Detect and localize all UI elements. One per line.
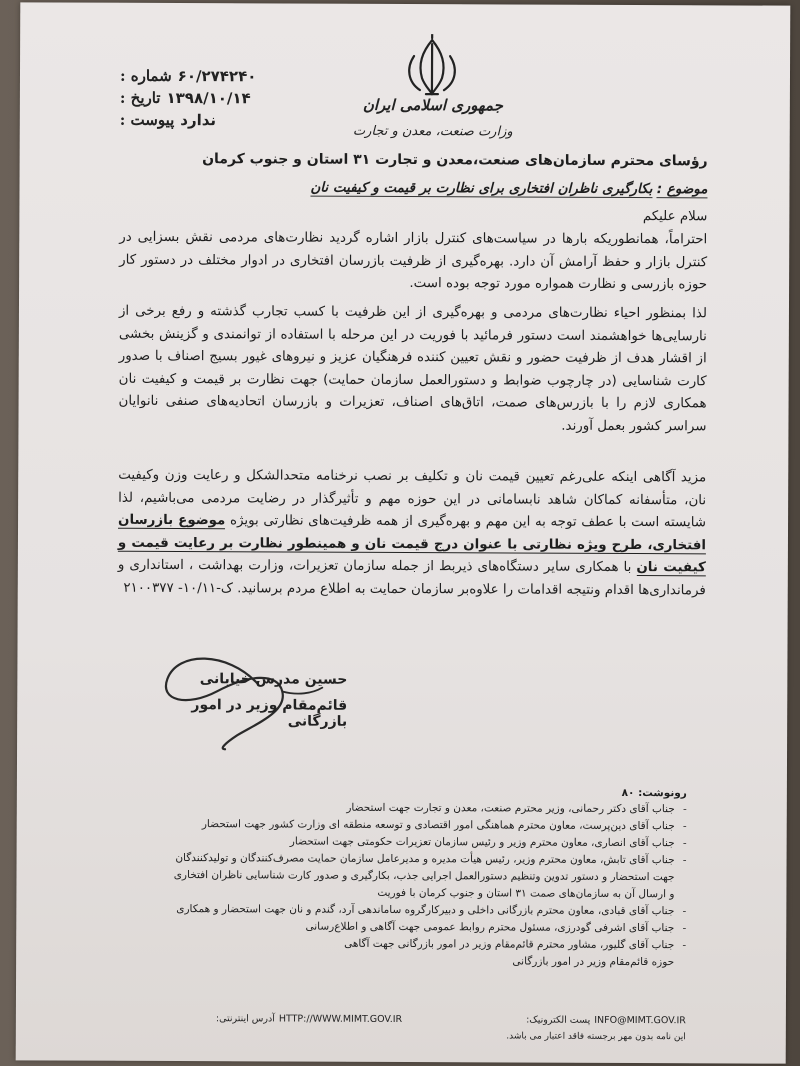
cc-item: - جناب آقای قبادی، معاون محترم بازرگانی داخلی و دبیرکارگروه ساماندهی آرد، گندم و نان جهت استحضار و همکاری (166, 901, 686, 920)
cc-item: حوزه قائم‌مقام وزیر در امور بازرگانی (512, 955, 675, 969)
cc-title: رونوشت: ۸۰ (621, 786, 687, 800)
paragraph-1: احتراماً، همانطوریکه بارها در سیاست‌های کنترل بازار اشاره گردید نظارت‌های مردمی نقش بسزایی در کنترل بازار و حفظ آرامش آن دارد. بهره‌گیری از ظرفیت بازرسان افتخاری در ادوار مختلف در دستور کار حوزه بازرسی و نظارت همواره مورد توجه بوده است. (119, 229, 708, 293)
email-label: پست الکترونیک: (526, 1014, 591, 1026)
number-label: شماره : (119, 66, 172, 85)
subject-text: بکارگیری ناظران افتخاری برای نظارت بر قیمت و کیفیت نان (310, 179, 653, 198)
letterhead (338, 96, 528, 140)
paragraph-3-end: با همکاری سایر دستگاه‌های ذیربط از جمله سازمان تعزیرات، وزارت بهداشت ، استانداری و فرمانداری‌ها اقدام ونتیجه اقدامات را علاوه‌بر سازمان حمایت به اطلاع مردم برسانید. (117, 558, 706, 599)
greeting: سلام علیکم (642, 209, 708, 225)
date-label: تاریخ : (119, 88, 161, 107)
cc-item: - جناب آقای دین‌پرست، معاون محترم هماهنگی امور اقتصادی و توسعه منطقه ای وزارت کشور جهت استحضار (167, 816, 687, 835)
reference-code: ک-۱۰/۱۱- ۲۱۰۰۳۷۷ (123, 580, 233, 597)
cc-item: - جناب آقای تابش، معاون محترم وزیر، رئیس هیأت مدیره و مدیرعامل سازمان حمایت مصرف‌کنندگان و تولیدکنندگان جهت استحضار و دستور تدوین وتنظیم دستورالعمل اجرایی جذب، بکارگیری و صدور کارت شناسایی ناظران افتخاری و ارسال آن به سازمان‌های صمت ۳۱ استان و جنوب کرمان با فوریت (166, 850, 686, 903)
subject-line (119, 179, 707, 198)
cc-list (166, 799, 687, 971)
cc-item: - جناب آقای گلیور، مشاور محترم قائم‌مقام وزیر در امور بازرگانی جهت آگاهی (166, 935, 686, 954)
signatory-title: قائم‌مقام وزیر در امور بازرگانی (191, 697, 348, 730)
letter-footer (216, 1013, 686, 1042)
letter-metadata (120, 65, 320, 132)
letterhead-ministry: وزارت صنعت، معدن و تجارت (352, 123, 513, 140)
iran-emblem-icon (400, 34, 464, 100)
cc-item: - جناب آقای دکتر رحمانی، وزیر محترم صنعت، معدن و تجارت جهت استحضار (167, 799, 687, 818)
letter-page (16, 2, 791, 1063)
email-link[interactable]: INFO@MIMT.GOV.IR (594, 1014, 686, 1027)
paragraph-3-highlight: موضوع بازرسان افتخاری، طرح ویژه نظارتی با عنوان درج قیمت نان و همینطور نظارت بر رعایت قیمت و کیفیت نان (117, 512, 706, 576)
attachment-value: ندارد (180, 111, 217, 130)
date-value: ۱۳۹۸/۱۰/۱۴ (166, 88, 251, 108)
cc-item: - جناب آقای انصاری، معاون محترم وزیر و رئیس سازمان تعزیرات حکومتی جهت استحضار (167, 833, 687, 852)
cc-item: - جناب آقای اشرفی گودرزی، مسئول محترم روابط عمومی جهت آگاهی و اطلاع‌رسانی (166, 918, 686, 937)
paragraph-3 (118, 465, 707, 603)
letterhead-country: جمهوری اسلامی ایران (362, 95, 503, 115)
signature-block (147, 671, 348, 730)
number-value: ۶۰/۲۷۴۲۴۰ (177, 67, 257, 86)
paragraph-2: لذا بمنظور احیاء نظارت‌های مردمی و بهره‌گیری از این ظرفیت با کسب تجارب گذشته و رفع برخی از نارسایی‌ها خواهشمند است دستور فرمائید با فوریت در این مرحله با استفاده از توانمندی و گزینش بخشی از اقشار هدف از ظرفیت حضور و نقش تعیین کننده فرهنگیان عزیز و نیروهای غیور بسیج اصناف با صدور کارت شناسایی (در چارچوب ضوابط و دستورالعمل سازمان حمایت) جهت نظارت بر قیمت و کیفیت نان همکاری لازم را با بازرس‌های صمت، اتاق‌های اصناف، تعزیرات و بازرسان اتحادیه‌های صنفی نانوایان سراسر کشور بعمل آورند. (118, 303, 707, 435)
signatory-name: حسین مدرس خیابانی (199, 671, 348, 688)
attachment-label: پیوست : (119, 110, 175, 129)
cc-section (166, 785, 687, 971)
validity-note: این نامه بدون مهر برجسته فاقد اعتبار می باشد. (506, 1031, 686, 1043)
recipients-line: رؤسای محترم سازمان‌های صنعت،معدن و تجارت ۳۱ استان و جنوب کرمان (202, 151, 708, 170)
subject-label: موضوع : (656, 181, 708, 198)
website-link[interactable]: HTTP://WWW.MIMT.GOV.IR (278, 1013, 403, 1026)
website-label: آدرس اینترنتی: (215, 1013, 275, 1025)
paragraph-3-start: مزید آگاهی اینکه علی‌رغم تعیین قیمت نان و تکلیف بر نصب نرخنامه متحدالشکل و رعایت وزن وکیفیت نان، متأسفانه کماکان شاهد نابسامانی در این حوزه مهم و تأثیرگذار در رضایت مردمی می‌باشیم، لذا شایسته است با عطف توجه به این مهم و بهره‌گیری از همه ظرفیت‌های نظارتی بویژه (118, 467, 707, 531)
